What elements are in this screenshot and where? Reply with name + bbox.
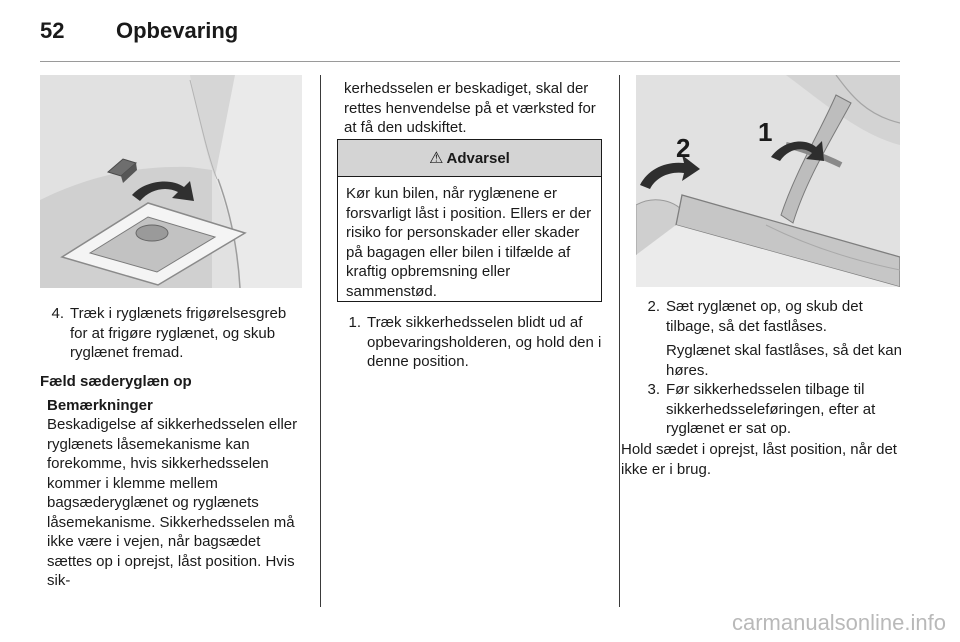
step-2 — [636, 297, 902, 336]
figure-label-2: 2 — [676, 133, 691, 163]
notice-text: Beskadigelse af sikkerhedsselen eller ryglænets låsemekanisme kan forekomme, hvis sikkerhedsselen kommer i klemme mellem bagsæderyglænet og ryglænets låsemekanisme. Sikkerhedsselen må ikke være i vejen, når bagsædet sættes op i oprejst, låst position. Hvis sik- — [47, 416, 298, 589]
seatback-release-drawing — [40, 75, 302, 288]
step-4-number: 4. — [51, 305, 64, 322]
page-title: Opbevaring — [116, 18, 239, 43]
seatbelt-guide-illustration — [636, 75, 900, 287]
step-2-subtext: Ryglænet skal fastlåses, så det kan høres. — [666, 342, 902, 379]
closing-text: Hold sædet i oprejst, låst position, når det ikke er i brug. — [621, 441, 897, 478]
header-rule — [40, 61, 900, 62]
page-number: 52 — [40, 18, 65, 43]
step-3-number: 3. — [647, 381, 660, 398]
step-2-text: Sæt ryglænet op, og skub det tilbage, så det fastlåses. — [666, 298, 863, 335]
step-4-text: Træk i ryglænets frigørelsesgreb for at frigøre ryglænet, og skub ryglænet fremad. — [70, 305, 287, 361]
step-1 — [337, 313, 605, 372]
figure-label-1: 1 — [758, 117, 773, 147]
seatback-release-illustration — [40, 75, 302, 288]
column-divider-left — [320, 75, 321, 607]
step-3-text: Før sikkerhedsselen tilbage til sikkerhedsseleføringen, efter at ryglænet er sat op. — [666, 381, 876, 437]
warning-title: Advarsel — [446, 149, 510, 167]
warning-text: Kør kun bilen, når ryglænene er forsvarligt låst i position. Ellers er der risiko for personskader eller skader på bagagen eller bilen i tilfælde af kraftig opbremsning eller sammenstød. — [346, 185, 592, 300]
warning-triangle-icon: ⚠ — [429, 150, 444, 167]
section-heading: Fæld sæderyglæn op — [40, 373, 192, 390]
step-1-number: 1. — [348, 314, 361, 331]
step-3 — [636, 380, 902, 439]
notice-title: Bemærkninger — [47, 397, 153, 414]
step-4 — [40, 304, 305, 363]
warning-box — [337, 139, 602, 302]
seatbelt-guide-drawing — [636, 75, 900, 287]
column-divider-right — [619, 75, 620, 607]
step-2-number: 2. — [647, 298, 660, 315]
continued-notice-text: kerhedsselen er beskadiget, skal der rettes henvendelse på et værksted for at få den udskiftet. — [344, 80, 596, 136]
watermark: carmanualsonline.info — [731, 610, 946, 635]
warning-header — [338, 140, 601, 177]
step-1-text: Træk sikkerhedsselen blidt ud af opbevaringsholderen, og hold den i denne position. — [367, 314, 602, 370]
